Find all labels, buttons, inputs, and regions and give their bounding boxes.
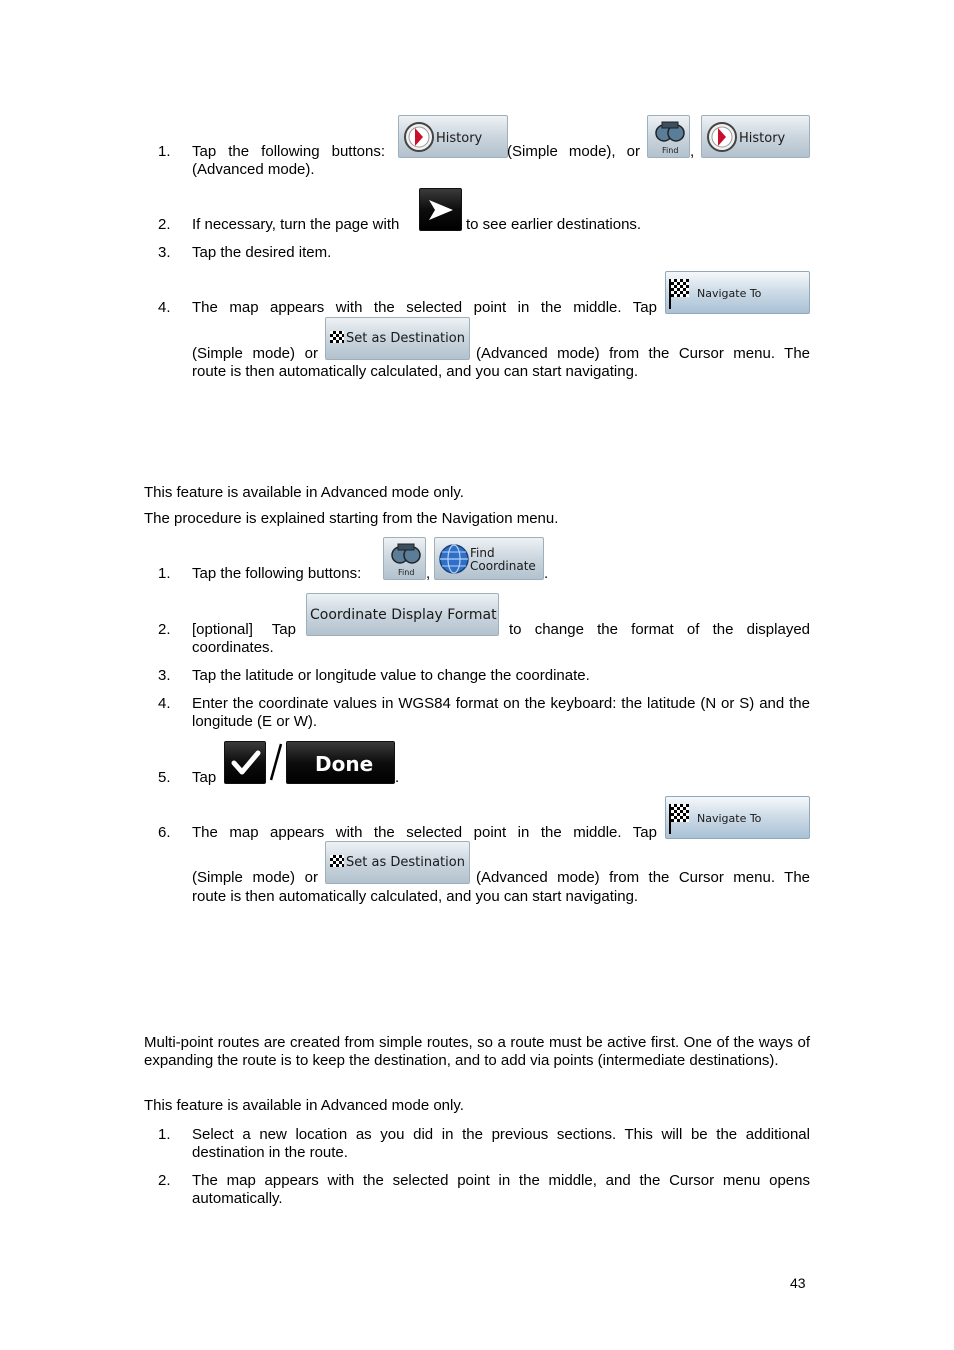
button-label: Navigate To <box>697 812 762 825</box>
slash-divider <box>268 742 284 782</box>
step-text: coordinates. <box>192 639 274 656</box>
step-number: 3. <box>158 244 171 261</box>
checkered-flag-icon <box>671 279 689 297</box>
page-number: 43 <box>790 1275 806 1291</box>
step-number: 2. <box>158 216 171 233</box>
step-text: [optional] Tap <box>192 621 296 638</box>
step-text: The map appears with the selected point in the middle. Tap <box>192 299 657 316</box>
button-label: Done <box>315 752 374 776</box>
step-number: 4. <box>158 695 171 712</box>
compass-icon <box>706 120 738 154</box>
step-text: Tap <box>192 769 217 786</box>
button-label: Find <box>662 146 679 155</box>
set-as-destination-button[interactable] <box>325 841 470 884</box>
step-number: 5. <box>158 769 171 786</box>
coordinate-display-format-button[interactable] <box>306 593 499 636</box>
checkered-flag-icon <box>671 804 689 822</box>
step-number: 1. <box>158 143 171 160</box>
step-text: The map appears with the selected point in the middle. Tap <box>192 824 657 841</box>
step-number: 1. <box>158 1126 171 1143</box>
checkered-flag-icon <box>330 331 344 343</box>
button-label: History <box>739 131 786 146</box>
binoculars-icon <box>653 119 687 145</box>
find-coordinate-button[interactable] <box>434 537 544 580</box>
find-button[interactable] <box>383 537 426 580</box>
step-text: The map appears with the selected point in the middle, and the Cursor menu opens automatically. <box>192 1172 810 1207</box>
button-label: Set as Destination <box>346 855 465 870</box>
step-text: Enter the coordinate values in WGS84 format on the keyboard: the latitude (N or S) and the longitude (E or W). <box>192 695 810 730</box>
step-text: route is then automatically calculated, and you can start navigating. <box>192 363 639 380</box>
step-text: Tap the following buttons: <box>192 143 385 160</box>
step-text: If necessary, turn the page with <box>192 216 400 233</box>
binoculars-icon <box>389 541 423 567</box>
step-text: to change the format of the displayed <box>509 621 810 638</box>
paragraph: This feature is available in Advanced mode only. <box>144 1097 464 1114</box>
button-label: History <box>436 131 483 146</box>
checkered-flag-icon <box>330 855 344 867</box>
separator: , <box>426 565 431 582</box>
step-text: (Advanced mode). <box>192 161 315 178</box>
separator: . <box>395 769 400 786</box>
paragraph: The procedure is explained starting from the Navigation menu. <box>144 510 559 527</box>
step-text: Tap the desired item. <box>192 244 332 261</box>
button-label: Find <box>398 568 415 577</box>
step-text: Tap the latitude or longitude value to change the coordinate. <box>192 667 590 684</box>
step-text: (Advanced mode) from the Cursor menu. The <box>476 869 810 886</box>
step-number: 2. <box>158 621 171 638</box>
button-label: Find <box>470 546 495 560</box>
button-label: Navigate To <box>697 287 762 300</box>
step-number: 4. <box>158 299 171 316</box>
done-button[interactable] <box>286 741 395 784</box>
step-text: route is then automatically calculated, and you can start navigating. <box>192 888 639 905</box>
compass-icon <box>403 120 435 154</box>
step-text: (Advanced mode) from the Cursor menu. The <box>476 345 810 362</box>
arrow-right-icon <box>427 198 455 222</box>
button-label: Coordinate Display Format <box>310 607 497 623</box>
step-text: to see earlier destinations. <box>466 216 642 233</box>
globe-icon <box>438 543 470 575</box>
step-text: Tap the following buttons: <box>192 565 362 582</box>
step-number: 6. <box>158 824 171 841</box>
step-number: 2. <box>158 1172 171 1189</box>
button-label: Coordinate <box>470 559 536 573</box>
paragraph: This feature is available in Advanced mode only. <box>144 484 464 501</box>
paragraph: Multi-point routes are created from simple routes, so a route must be active first. One of the ways of expanding the route is to keep the destination, and to add via points (intermediate destinations). <box>144 1034 810 1069</box>
step-number: 1. <box>158 565 171 582</box>
history-button[interactable] <box>398 115 508 158</box>
step-text: (Simple mode) or <box>192 345 318 362</box>
history-button[interactable] <box>701 115 810 158</box>
step-number: 3. <box>158 667 171 684</box>
separator: . <box>544 565 549 582</box>
navigate-to-button[interactable] <box>665 796 810 839</box>
navigate-to-button[interactable] <box>665 271 810 314</box>
checkmark-icon <box>231 749 261 777</box>
button-label: Set as Destination <box>346 331 465 346</box>
separator: , <box>690 143 695 160</box>
step-text: (Simple mode), or <box>507 143 640 160</box>
step-text: Select a new location as you did in the previous sections. This will be the additional destination in the route. <box>192 1126 810 1161</box>
set-as-destination-button[interactable] <box>325 317 470 360</box>
find-button[interactable] <box>647 115 690 158</box>
next-page-button[interactable] <box>419 188 462 231</box>
confirm-button[interactable] <box>224 741 266 784</box>
step-text: (Simple mode) or <box>192 869 318 886</box>
